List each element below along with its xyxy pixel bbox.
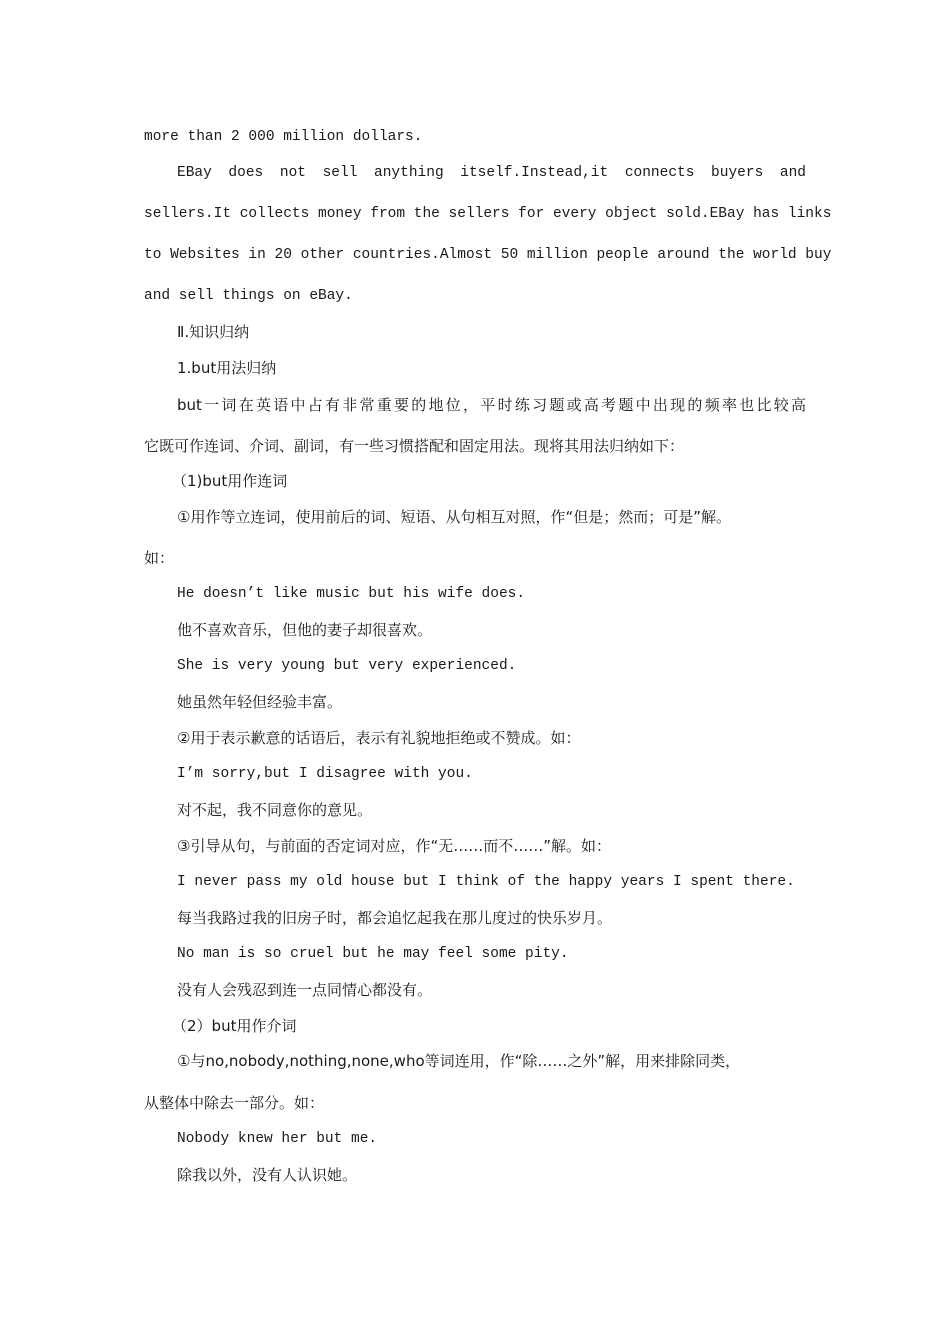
example-english-4: I never pass my old house but I think of the happy years I spent there. (177, 874, 795, 890)
example-chinese-4: 每当我路过我的旧房子时，都会追忆起我在那儿度过的快乐岁月。 (177, 909, 613, 927)
passage-line-2: EBay does not sell anything itself.Instead,it connects buyers and (177, 165, 806, 181)
example-chinese-1: 他不喜欢音乐，但他的妻子却很喜欢。 (177, 621, 433, 639)
example-english-2: She is very young but very experienced. (177, 658, 517, 674)
example-chinese-5: 没有人会残忍到连一点同情心都没有。 (177, 981, 433, 999)
preposition-title: （2）but用作介词 (172, 1017, 297, 1035)
example-english-6: Nobody knew her but me. (177, 1131, 378, 1147)
section-intro-line-2: 它既可作连词、介词、副词，有一些习惯搭配和固定用法。现将其用法归纳如下： (144, 437, 685, 455)
section-intro-line-1: but一词在英语中占有非常重要的地位，平时练习题或高考题中出现的频率也比较高 (177, 396, 806, 414)
section-subheading: 1.but用法归纳 (177, 359, 277, 377)
conjunction-rule-3: ③引导从句，与前面的否定词对应，作“无……而不……”解。如： (177, 837, 611, 855)
conjunction-title: （1)but用作连词 (172, 472, 288, 490)
passage-line-1: more than 2 000 million dollars. (144, 129, 423, 145)
passage-line-4: to Websites in 20 other countries.Almost 50 million people around the world buy (144, 247, 832, 263)
conjunction-rule-1-line-2: 如： (144, 549, 175, 567)
example-english-3: I’m sorry,but I disagree with you. (177, 766, 473, 782)
preposition-rule-1-line-1: ①与no,nobody,nothing,none,who等词连用，作“除……之外”解，用来排除同类， (177, 1052, 741, 1070)
section-heading: Ⅱ.知识归纳 (177, 323, 250, 341)
passage-line-5: and sell things on eBay. (144, 288, 353, 304)
conjunction-rule-2: ②用于表示歉意的话语后，表示有礼貌地拒绝或不赞成。如： (177, 729, 581, 747)
example-chinese-2: 她虽然年轻但经验丰富。 (177, 693, 343, 711)
passage-line-3: sellers.It collects money from the sellers for every object sold.EBay has links (144, 206, 832, 222)
conjunction-rule-1-line-1: ①用作等立连词，使用前后的词、短语、从句相互对照，作“但是；然而；可是”解。 (177, 508, 731, 526)
example-english-5: No man is so cruel but he may feel some pity. (177, 946, 569, 962)
example-chinese-3: 对不起，我不同意你的意见。 (177, 801, 373, 819)
example-chinese-6: 除我以外，没有人认识她。 (177, 1166, 358, 1184)
example-english-1: He doesn’t like music but his wife does. (177, 586, 526, 602)
preposition-rule-1-line-2: 从整体中除去一部分。如： (144, 1094, 325, 1112)
